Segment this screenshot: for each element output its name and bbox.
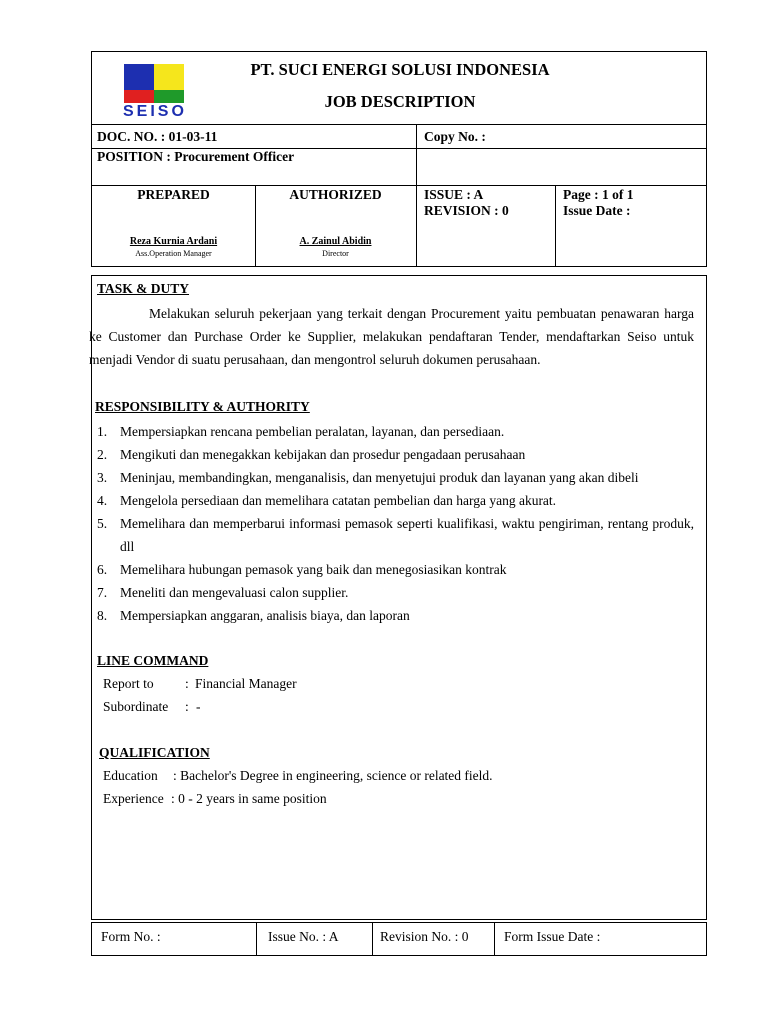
line-command-title: LINE COMMAND [97,653,209,668]
footer-divider [494,923,495,955]
list-item: 2. Mengikuti dan menegakkan kebijakan dan prosedur pengadaan perusahaan [97,447,526,462]
subordinate-label: Subordinate [103,699,169,714]
task-duty-text [89,302,694,371]
form-issue-date: Form Issue Date : [504,929,601,944]
footer-divider [372,923,373,955]
prepared-signatory-role: Ass.Operation Manager [135,249,212,258]
copy-number: Copy No. : [424,129,486,144]
list-item: 6. Memelihara hubungan pemasok yang baik dan menegosiasikan kontrak [97,562,507,577]
report-to-separator: : [185,676,189,691]
document-header [91,51,707,267]
list-item: 8. Mempersiapkan anggaran, analisis biaya, dan laporan [97,608,410,623]
experience-value: : 0 - 2 years in same position [171,791,327,806]
footer-divider [256,923,257,955]
issue-label: ISSUE : A [424,187,484,202]
document-title: JOB DESCRIPTION [324,92,476,111]
education-value: : Bachelor's Degree in engineering, science or related field. [173,768,493,783]
issue-date-label: Issue Date : [563,203,631,218]
prepared-label: PREPARED [137,187,210,202]
job-description-body [91,275,707,920]
list-item: 5. Memelihara dan memperbarui informasi pemasok seperti kualifikasi, waktu pengiriman, rentang produk, dll [97,516,694,554]
doc-number: DOC. NO. : 01-03-11 [97,129,218,144]
document-footer [91,922,707,956]
subordinate-value: - [196,699,201,714]
experience-label: Experience [103,791,164,806]
responsibility-list [97,420,694,627]
report-to-value: Financial Manager [195,676,297,691]
task-duty-title: TASK & DUTY [97,281,190,296]
header-divider [92,185,706,186]
position: POSITION : Procurement Officer [97,149,295,164]
header-divider [92,124,706,125]
logo-text: SEISO [123,103,187,120]
form-number: Form No. : [101,929,161,944]
page-label: Page : 1 of 1 [563,187,634,202]
report-to-label: Report to [103,676,154,691]
list-item: 4. Mengelola persediaan dan memelihara catatan pembelian dan harga yang akurat. [97,493,557,508]
authorized-signatory-role: Director [322,249,349,258]
header-column-divider [555,185,556,267]
education-label: Education [103,768,158,783]
revision-number: Revision No. : 0 [380,929,469,944]
responsibility-title: RESPONSIBILITY & AUTHORITY [95,399,310,414]
qualification-title: QUALIFICATION [99,745,210,760]
authorized-label: AUTHORIZED [289,187,382,202]
revision-label: REVISION : 0 [424,203,509,218]
prepared-signatory-name: Reza Kurnia Ardani [129,236,218,247]
list-item: 7. Meneliti dan mengevaluasi calon supplier. [97,585,349,600]
authorized-signatory-name: A. Zainul Abidin [299,236,372,247]
company-name: PT. SUCI ENERGI SOLUSI INDONESIA [250,60,550,79]
header-column-divider [416,124,417,267]
subordinate-separator: : [185,699,189,714]
list-item: 1. Mempersiapkan rencana pembelian peralatan, layanan, dan persediaan. [97,424,505,439]
issue-number: Issue No. : A [268,929,339,944]
list-item: 3. Meninjau, membandingkan, menganalisis, dan menyetujui produk dan layanan yang akan dibeli [97,470,639,485]
task-duty-content: Melakukan seluruh pekerjaan yang terkait dengan Procurement yaitu pembuatan penawaran harga ke Customer dan Purchase Order ke Supplier, melakukan pendaftaran Tender, mendaftarkan Seiso untuk menjadi Vendor di suatu perusahaan, dan mengontrol seluruh dokumen perusahaan. [89,306,694,367]
